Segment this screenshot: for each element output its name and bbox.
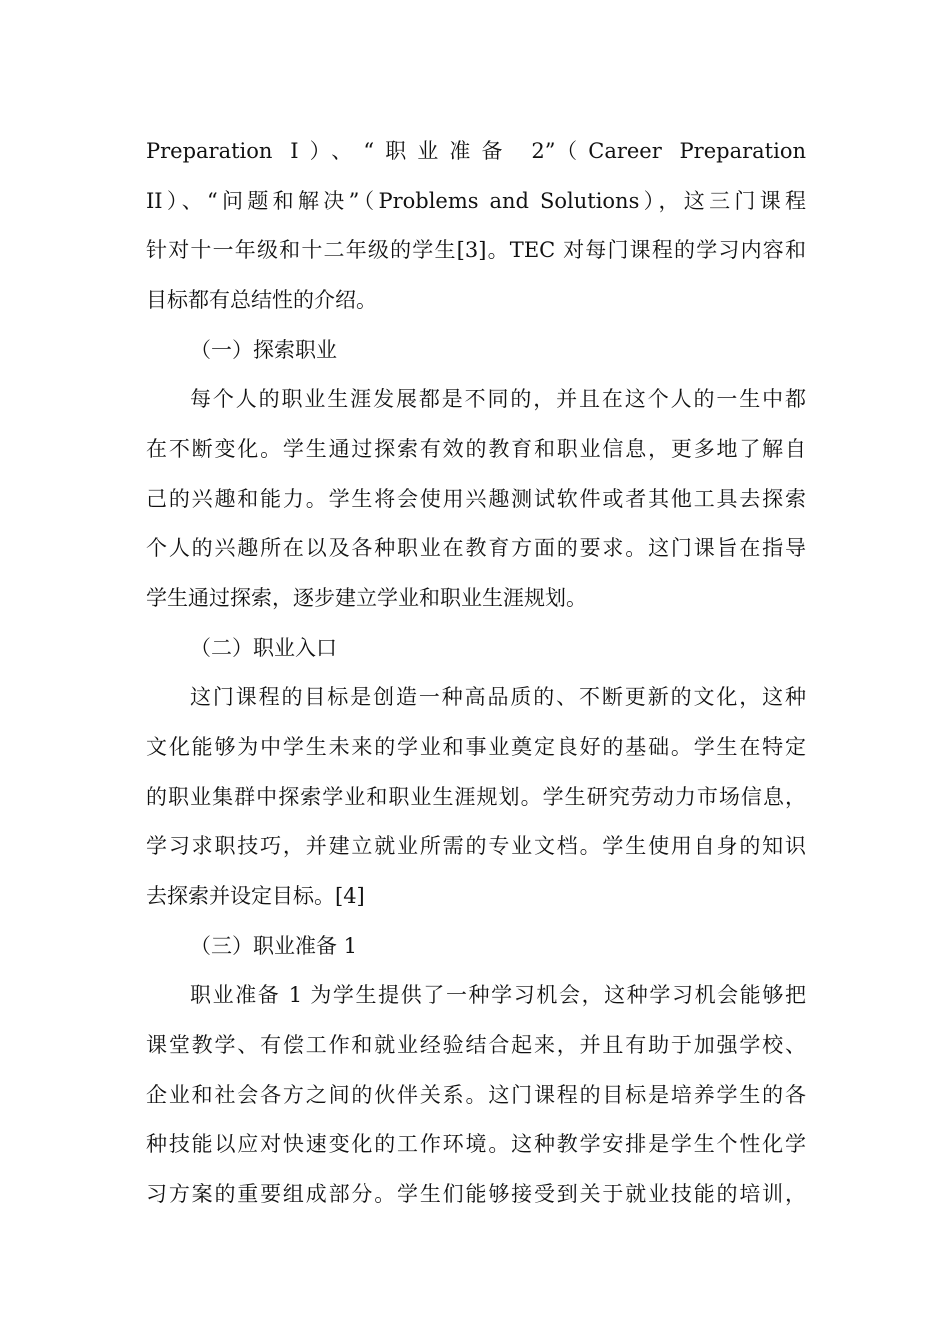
text-line-2: II）、“问题和解决”（Problems and Solutions），这三门课程 — [146, 189, 806, 213]
section-heading-explore-careers: （一）探索职业 — [190, 338, 337, 362]
section-heading-career-preparation-1: （三）职业准备 1 — [190, 934, 358, 958]
text-line-10: 学生通过探索，逐步建立学业和职业生涯规划。 — [146, 586, 587, 610]
text-line-1: Preparation Ⅰ）、“职业准备 2”（Career Preparation — [146, 139, 806, 163]
text-line-20: 企业和社会各方之间的伙伴关系。这门课程的目标是培养学生的各 — [146, 1083, 806, 1107]
text-line-18: 职业准备 1 为学生提供了一种学习机会，这种学习机会能够把 — [190, 983, 806, 1007]
text-line-13: 文化能够为中学生未来的学业和事业奠定良好的基础。学生在特定 — [146, 735, 806, 759]
text-line-21: 种技能以应对快速变化的工作环境。这种教学安排是学生个性化学 — [146, 1132, 806, 1156]
text-line-3: 针对十一年级和十二年级的学生[3]。TEC 对每门课程的学习内容和 — [146, 238, 806, 262]
text-line-14: 的职业集群中探索学业和职业生涯规划。学生研究劳动力市场信息， — [146, 785, 806, 809]
text-line-9: 个人的兴趣所在以及各种职业在教育方面的要求。这门课旨在指导 — [146, 536, 806, 560]
text-line-22: 习方案的重要组成部分。学生们能够接受到关于就业技能的培训， — [146, 1182, 806, 1206]
text-line-4: 目标都有总结性的介绍。 — [146, 288, 377, 312]
text-line-8: 己的兴趣和能力。学生将会使用兴趣测试软件或者其他工具去探索 — [146, 487, 806, 511]
section-heading-career-entry: （二）职业入口 — [190, 636, 337, 660]
text-line-16: 去探索并设定目标。[4] — [146, 884, 365, 908]
text-line-12: 这门课程的目标是创造一种高品质的、不断更新的文化，这种 — [190, 685, 806, 709]
text-line-7: 在不断变化。学生通过探索有效的教育和职业信息，更多地了解自 — [146, 437, 806, 461]
text-line-6: 每个人的职业生涯发展都是不同的，并且在这个人的一生中都 — [190, 387, 806, 411]
text-line-19: 课堂教学、有偿工作和就业经验结合起来，并且有助于加强学校、 — [146, 1033, 806, 1057]
text-line-15: 学习求职技巧，并建立就业所需的专业文档。学生使用自身的知识 — [146, 834, 806, 858]
